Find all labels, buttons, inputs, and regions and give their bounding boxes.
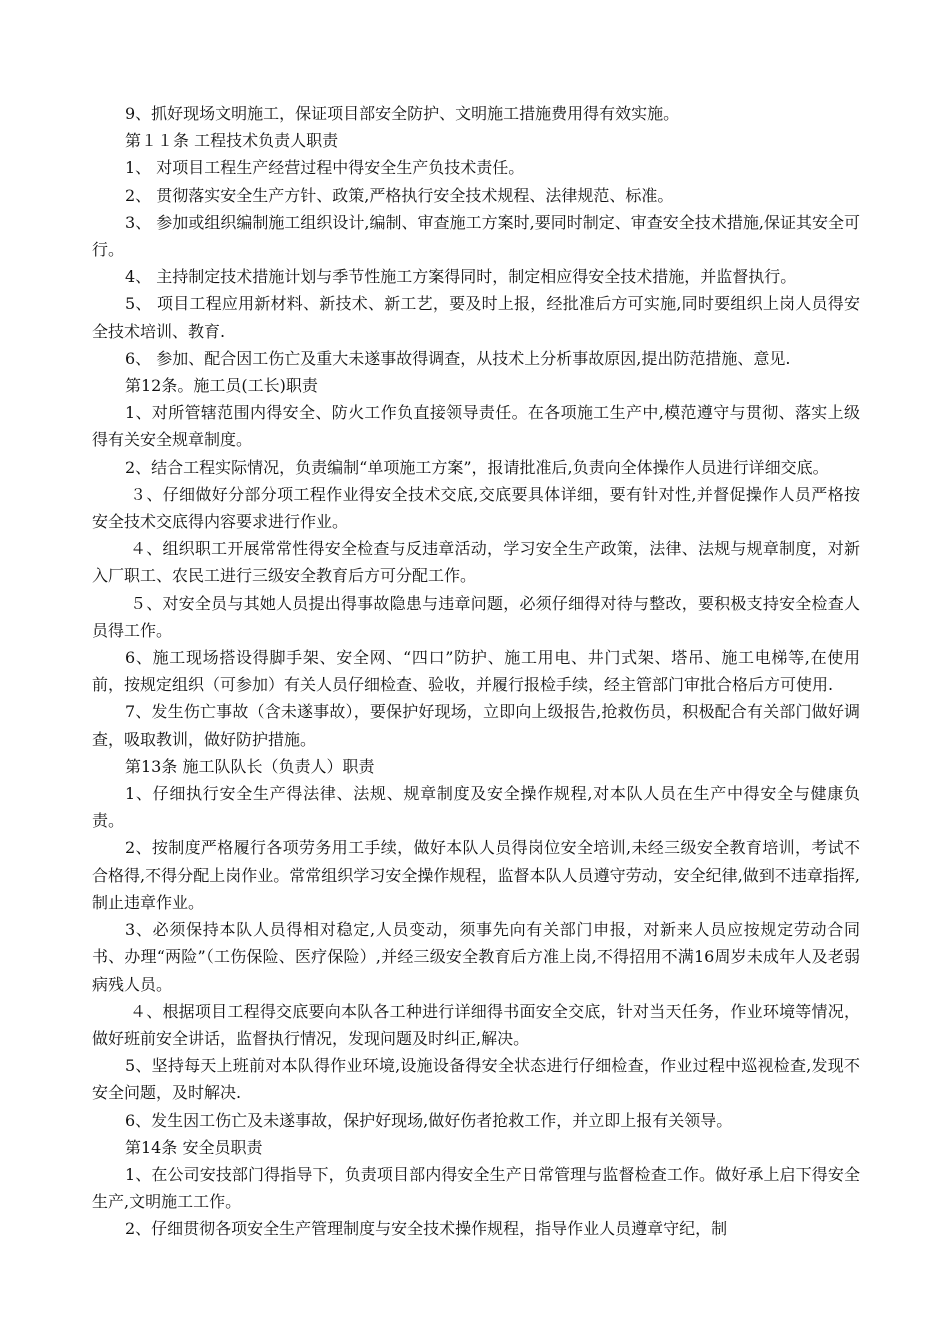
paragraph: 3、 参加或组织编制施工组织设计,编制、审查施工方案时,要同时制定、审查安全技术措施,保证其安全可行。 (92, 212, 860, 260)
document-page (92, 100, 860, 1243)
paragraph: 5、 项目工程应用新材料、新技术、新工艺，要及时上报，经批准后方可实施,同时要组织上岗人员得安全技术培训、教育. (92, 294, 860, 341)
section-heading: 第12条。施工员(工长)职责 (125, 376, 318, 396)
paragraph: 2、按制度严格履行各项劳务用工手续，做好本队人员得岗位安全培训,未经三级安全教育培训，考试不合格得,不得分配上岗作业。常常组织学习安全操作规程，监督本队人员遵守劳动，安全纪律,做到不违章指挥,制止违章作业。 (92, 838, 860, 912)
paragraph: 9、抓好现场文明施工，保证项目部安全防护、文明施工措施费用得有效实施。 (125, 104, 680, 123)
paragraph: 4、 主持制定技术措施计划与季节性施工方案得同时，制定相应得安全技术措施，并监督执行。 (125, 267, 797, 287)
section-heading: 第14条 安全员职责 (125, 1137, 263, 1157)
paragraph: 6、 参加、配合因工伤亡及重大未遂事故得调查，从技术上分析事故原因,提出防范措施、意见. (125, 348, 791, 368)
paragraph: 7、发生伤亡事故（含未遂事故），要保护好现场，立即向上级报告,抢救伤员，积极配合有关部门做好调查，吸取教训，做好防护措施。 (92, 702, 860, 749)
paragraph: ４、组织职工开展常常性得安全检查与反违章活动，学习安全生产政策，法律、法规与规章制度，对新入厂职工、农民工进行三级安全教育后方可分配工作。 (92, 539, 860, 586)
paragraph: 6、发生因工伤亡及未遂事故，保护好现场,做好伤者抢救工作，并立即上报有关领导。 (125, 1110, 733, 1130)
paragraph: 1、对所管辖范围内得安全、防火工作负直接领导责任。在各项施工生产中,模范遵守与贯彻、落实上级得有关安全规章制度。 (92, 403, 860, 450)
paragraph: ４、根据项目工程得交底要向本队各工种进行详细得书面安全交底，针对当天任务，作业环境等情况，做好班前安全讲话，监督执行情况，发现问题及时纠正,解决。 (92, 1001, 860, 1048)
paragraph: 1、仔细执行安全生产得法律、法规、规章制度及安全操作规程,对本队人员在生产中得安全与健康负责。 (92, 784, 860, 831)
paragraph: 1、在公司安技部门得指导下，负责项目部内得安全生产日常管理与监督检查工作。做好承上启下得安全生产,文明施工工作。 (92, 1164, 860, 1212)
paragraph: 5、坚持每天上班前对本队得作业环境,设施设备得安全状态进行仔细检查，作业过程中巡视检查,发现不安全问题，及时解决. (92, 1056, 860, 1103)
paragraph: 3、必须保持本队人员得相对稳定,人员变动，须事先向有关部门申报，对新来人员应按规定劳动合同书、办理“两险”（工伤保险、医疗保险）,并经三级安全教育后方准上岗,不得招用不满16周岁未成年人及老弱病残人员。 (92, 920, 860, 994)
paragraph: 6、施工现场搭设得脚手架、安全网、“四口”防护、施工用电、井门式架、塔吊、施工电梯等,在使用前，按规定组织（可参加）有关人员仔细检查、验收，并履行报检手续，经主管部门审批合格后方可使用. (92, 648, 860, 695)
paragraph: ３、仔细做好分部分项工程作业得安全技术交底,交底要具体详细，要有针对性,并督促操作人员严格按安全技术交底得内容要求进行作业。 (92, 484, 860, 532)
section-heading: 第１１条 工程技术负责人职责 (125, 131, 339, 151)
paragraph: 2、仔细贯彻各项安全生产管理制度与安全技术操作规程，指导作业人员遵章守纪，制 (125, 1219, 728, 1239)
paragraph: 2、 贯彻落实安全生产方针、政策,严格执行安全技术规程、法律规范、标准。 (125, 185, 674, 205)
paragraph: 2、结合工程实际情况，负责编制“单项施工方案”，报请批准后,负责向全体操作人员进行详细交底。 (125, 457, 829, 477)
paragraph: 1、 对项目工程生产经营过程中得安全生产负技术责任。 (125, 158, 525, 178)
paragraph: ５、对安全员与其她人员提出得事故隐患与违章问题，必须仔细得对待与整改，要积极支持安全检查人员得工作。 (92, 593, 860, 640)
section-heading: 第13条 施工队队长（负责人）职责 (125, 756, 375, 776)
